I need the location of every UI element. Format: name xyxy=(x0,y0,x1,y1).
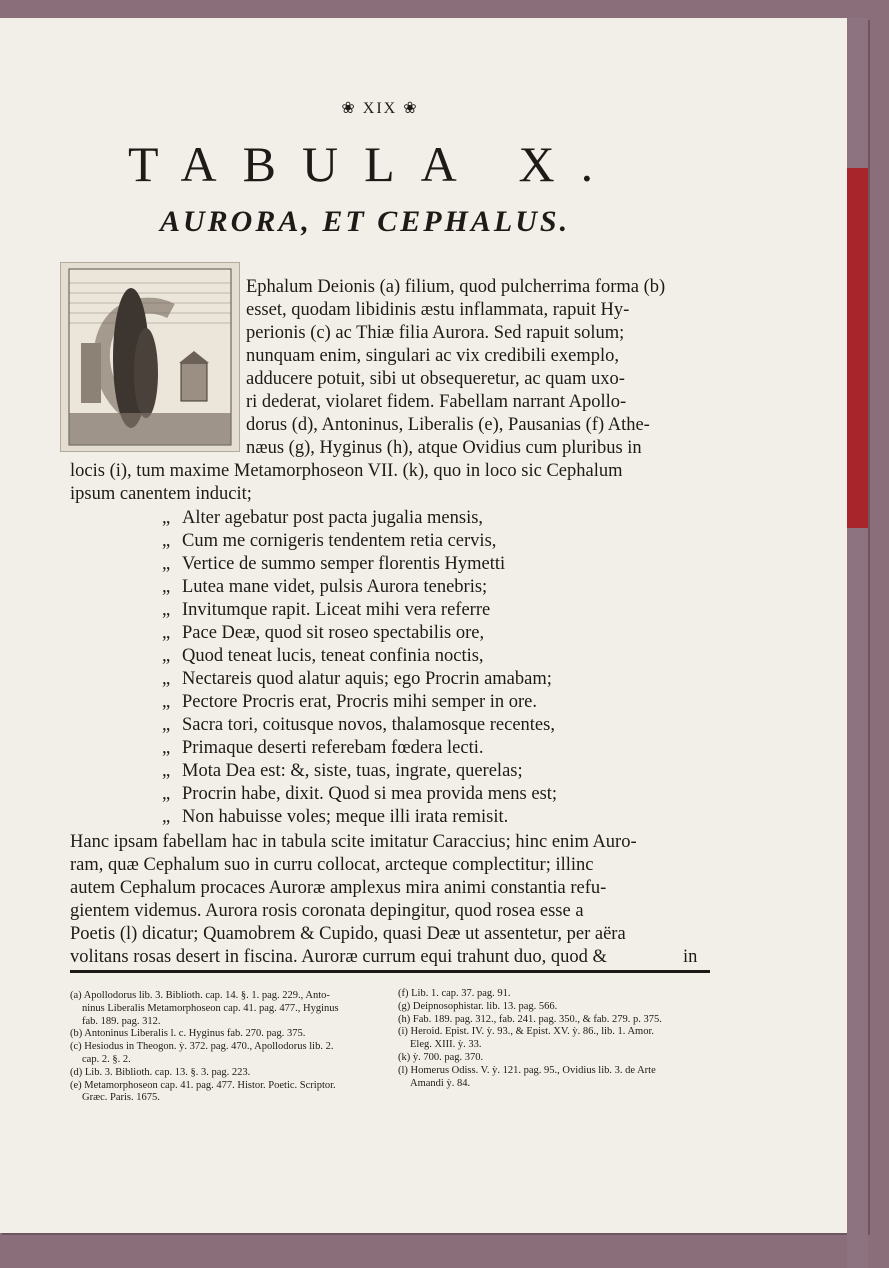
verse-line xyxy=(162,667,552,691)
body-line: næus (g), Hyginus (h), atque Ovidius cum pluribus in xyxy=(246,438,642,458)
verse-mark: „ xyxy=(162,738,171,758)
verse-text: Lutea mane videt, pulsis Aurora tenebris; xyxy=(182,577,488,597)
footnote-line: ninus Liberalis Metamorphoseon cap. 41. pag. 477., Hyginus xyxy=(82,1002,339,1014)
verse-line xyxy=(162,713,555,737)
verse-line xyxy=(162,759,523,783)
verse-mark: „ xyxy=(162,600,171,620)
verse-line xyxy=(162,690,537,714)
verse-line xyxy=(162,575,487,599)
verse-text: Procrin habe, dixit. Quod si mea provida mens est; xyxy=(182,784,558,804)
footnote-line: Amandi ỳ. 84. xyxy=(410,1077,471,1089)
page-edge xyxy=(847,18,868,168)
body-line: Hanc ipsam fabellam hac in tabula scite imitatur Caraccius; hinc enim Auro- xyxy=(70,832,637,852)
body-line: locis (i), tum maxime Metamorphoseon VII. (k), quo in loco sic Cephalum xyxy=(70,461,623,481)
verse-mark: „ xyxy=(162,692,171,712)
footnote-line: cap. 2. §. 2. xyxy=(82,1053,131,1065)
verse-line xyxy=(162,552,505,576)
footnote-line: (g) Deipnosophistar. lib. 13. pag. 566. xyxy=(398,1000,558,1012)
body-line: perionis (c) ac Thiæ filia Aurora. Sed rapuit solum; xyxy=(246,323,625,343)
body-line: ram, quæ Cephalum suo in curru collocat, arcteque complectitur; illinc xyxy=(70,855,594,875)
body-line: volitans rosas desert in fiscina. Auroræ currum equi trahunt duo, quod & xyxy=(70,947,607,967)
page-edge-lower xyxy=(847,528,868,1268)
verse-text: Invitumque rapit. Liceat mihi vera referre xyxy=(182,600,491,620)
verse-line xyxy=(162,621,484,645)
body-line: autem Cephalum procaces Auroræ amplexus mira animi constantia refu- xyxy=(70,878,607,898)
verse-text: Alter agebatur post pacta jugalia mensis, xyxy=(182,508,484,528)
verse-line xyxy=(162,782,557,806)
verse-line xyxy=(162,506,483,530)
footnote-line: (e) Metamorphoseon cap. 41. pag. 477. Histor. Poetic. Scriptor. xyxy=(70,1079,336,1091)
ornament-left-icon: ❀ xyxy=(341,100,363,117)
verse-mark: „ xyxy=(162,669,171,689)
verse-text: Quod teneat lucis, teneat confinia noctis, xyxy=(182,646,484,666)
footnotes-left-column xyxy=(70,990,339,1105)
verse-mark: „ xyxy=(162,531,171,551)
verse-mark: „ xyxy=(162,784,171,804)
body-line: dorus (d), Antoninus, Liberalis (e), Pausanias (f) Athe- xyxy=(246,415,650,435)
verse-text: Cum me cornigeris tendentem retia cervis, xyxy=(182,531,497,551)
folio-number xyxy=(0,98,760,118)
verse-text: Pectore Procris erat, Procris mihi semper in ore. xyxy=(182,692,537,712)
page-title: TABULA X. xyxy=(128,136,620,192)
verse-mark: „ xyxy=(162,715,171,735)
footnote-line: (a) Apollodorus lib. 3. Biblioth. cap. 14. §. 1. pag. 229., Anto- xyxy=(70,990,330,1001)
body-line: nunquam enim, singulari ac vix credibili exemplo, xyxy=(246,346,619,366)
body-line: gientem videmus. Aurora rosis coronata depingitur, quod rosea esse a xyxy=(70,901,584,921)
verse-line xyxy=(162,644,484,668)
body-line: adducere potuit, sibi ut obsequeretur, ac quam uxo- xyxy=(246,369,625,389)
footnote-line: fab. 189. pag. 312. xyxy=(82,1015,161,1027)
verse-mark: „ xyxy=(162,646,171,666)
footnote-line: (i) Heroid. Epist. IV. ỳ. 93., & Epist. XV. ỳ. 86., lib. 1. Amor. xyxy=(398,1026,654,1038)
footnote-line: (h) Fab. 189. pag. 312., fab. 241. pag. 350., & fab. 279. p. 375. xyxy=(398,1013,662,1025)
verse-line xyxy=(162,529,496,553)
verse-text: Pace Deæ, quod sit roseo spectabilis ore, xyxy=(182,623,485,643)
footnote-line: (f) Lib. 1. cap. 37. pag. 91. xyxy=(398,988,511,999)
footnote-rule xyxy=(70,970,710,973)
verse-text: Primaque deserti referebam fœdera lecti. xyxy=(182,738,484,758)
verse-line xyxy=(162,805,508,829)
folio-text: XIX xyxy=(362,100,398,117)
ornament-right-icon: ❀ xyxy=(397,100,419,117)
verse-text: Mota Dea est: &, siste, tuas, ingrate, querelas; xyxy=(182,761,523,781)
decorated-initial-c-engraving xyxy=(60,262,240,452)
footnote-line: Eleg. XIII. ỳ. 33. xyxy=(410,1039,482,1051)
verse-text: Nectareis quod alatur aquis; ego Procrin amabam; xyxy=(182,669,552,689)
verse-mark: „ xyxy=(162,623,171,643)
verse-line xyxy=(162,736,484,760)
footnotes-right-column xyxy=(398,988,662,1090)
catchword: in xyxy=(683,947,698,967)
footnote-line: (d) Lib. 3. Biblioth. cap. 13. §. 3. pag. 223. xyxy=(70,1066,251,1078)
verse-mark: „ xyxy=(162,807,171,827)
verse-text: Vertice de summo semper florentis Hymetti xyxy=(182,554,506,574)
verse-text: Non habuisse voles; meque illi irata remisit. xyxy=(182,807,509,827)
body-line: Poetis (l) dicatur; Quamobrem & Cupido, quasi Deæ ut assentetur, per aëra xyxy=(70,924,626,944)
body-line: esset, quodam libidinis æstu inflammata, rapuit Hy- xyxy=(246,300,630,320)
footnote-line: (c) Hesiodus in Theogon. ỳ. 372. pag. 470., Apollodorus lib. 2. xyxy=(70,1041,334,1053)
red-bookmark-tab xyxy=(847,168,868,528)
body-line: ri dederat, violaret fidem. Fabellam narrant Apollo- xyxy=(246,392,627,412)
footnote-line: (l) Homerus Odiss. V. ỳ. 121. pag. 95., Ovidius lib. 3. de Arte xyxy=(398,1064,656,1076)
page-subtitle: AURORA, ET CEPHALUS. xyxy=(160,205,571,238)
verse-line xyxy=(162,598,490,622)
verse-mark: „ xyxy=(162,577,171,597)
body-line: ipsum canentem inducit; xyxy=(70,484,252,504)
verse-mark: „ xyxy=(162,554,171,574)
verse-text: Sacra tori, coitusque novos, thalamosque recentes, xyxy=(182,715,555,735)
footnote-line: (b) Antoninus Liberalis l. c. Hyginus fab. 270. pag. 375. xyxy=(70,1028,306,1040)
footnote-line: Græc. Paris. 1675. xyxy=(82,1092,160,1104)
body-line: Ephalum Deionis (a) filium, quod pulcherrima forma (b) xyxy=(246,277,666,297)
footnote-line: (k) ỳ. 700. pag. 370. xyxy=(398,1051,484,1063)
verse-mark: „ xyxy=(162,508,171,528)
verse-mark: „ xyxy=(162,761,171,781)
